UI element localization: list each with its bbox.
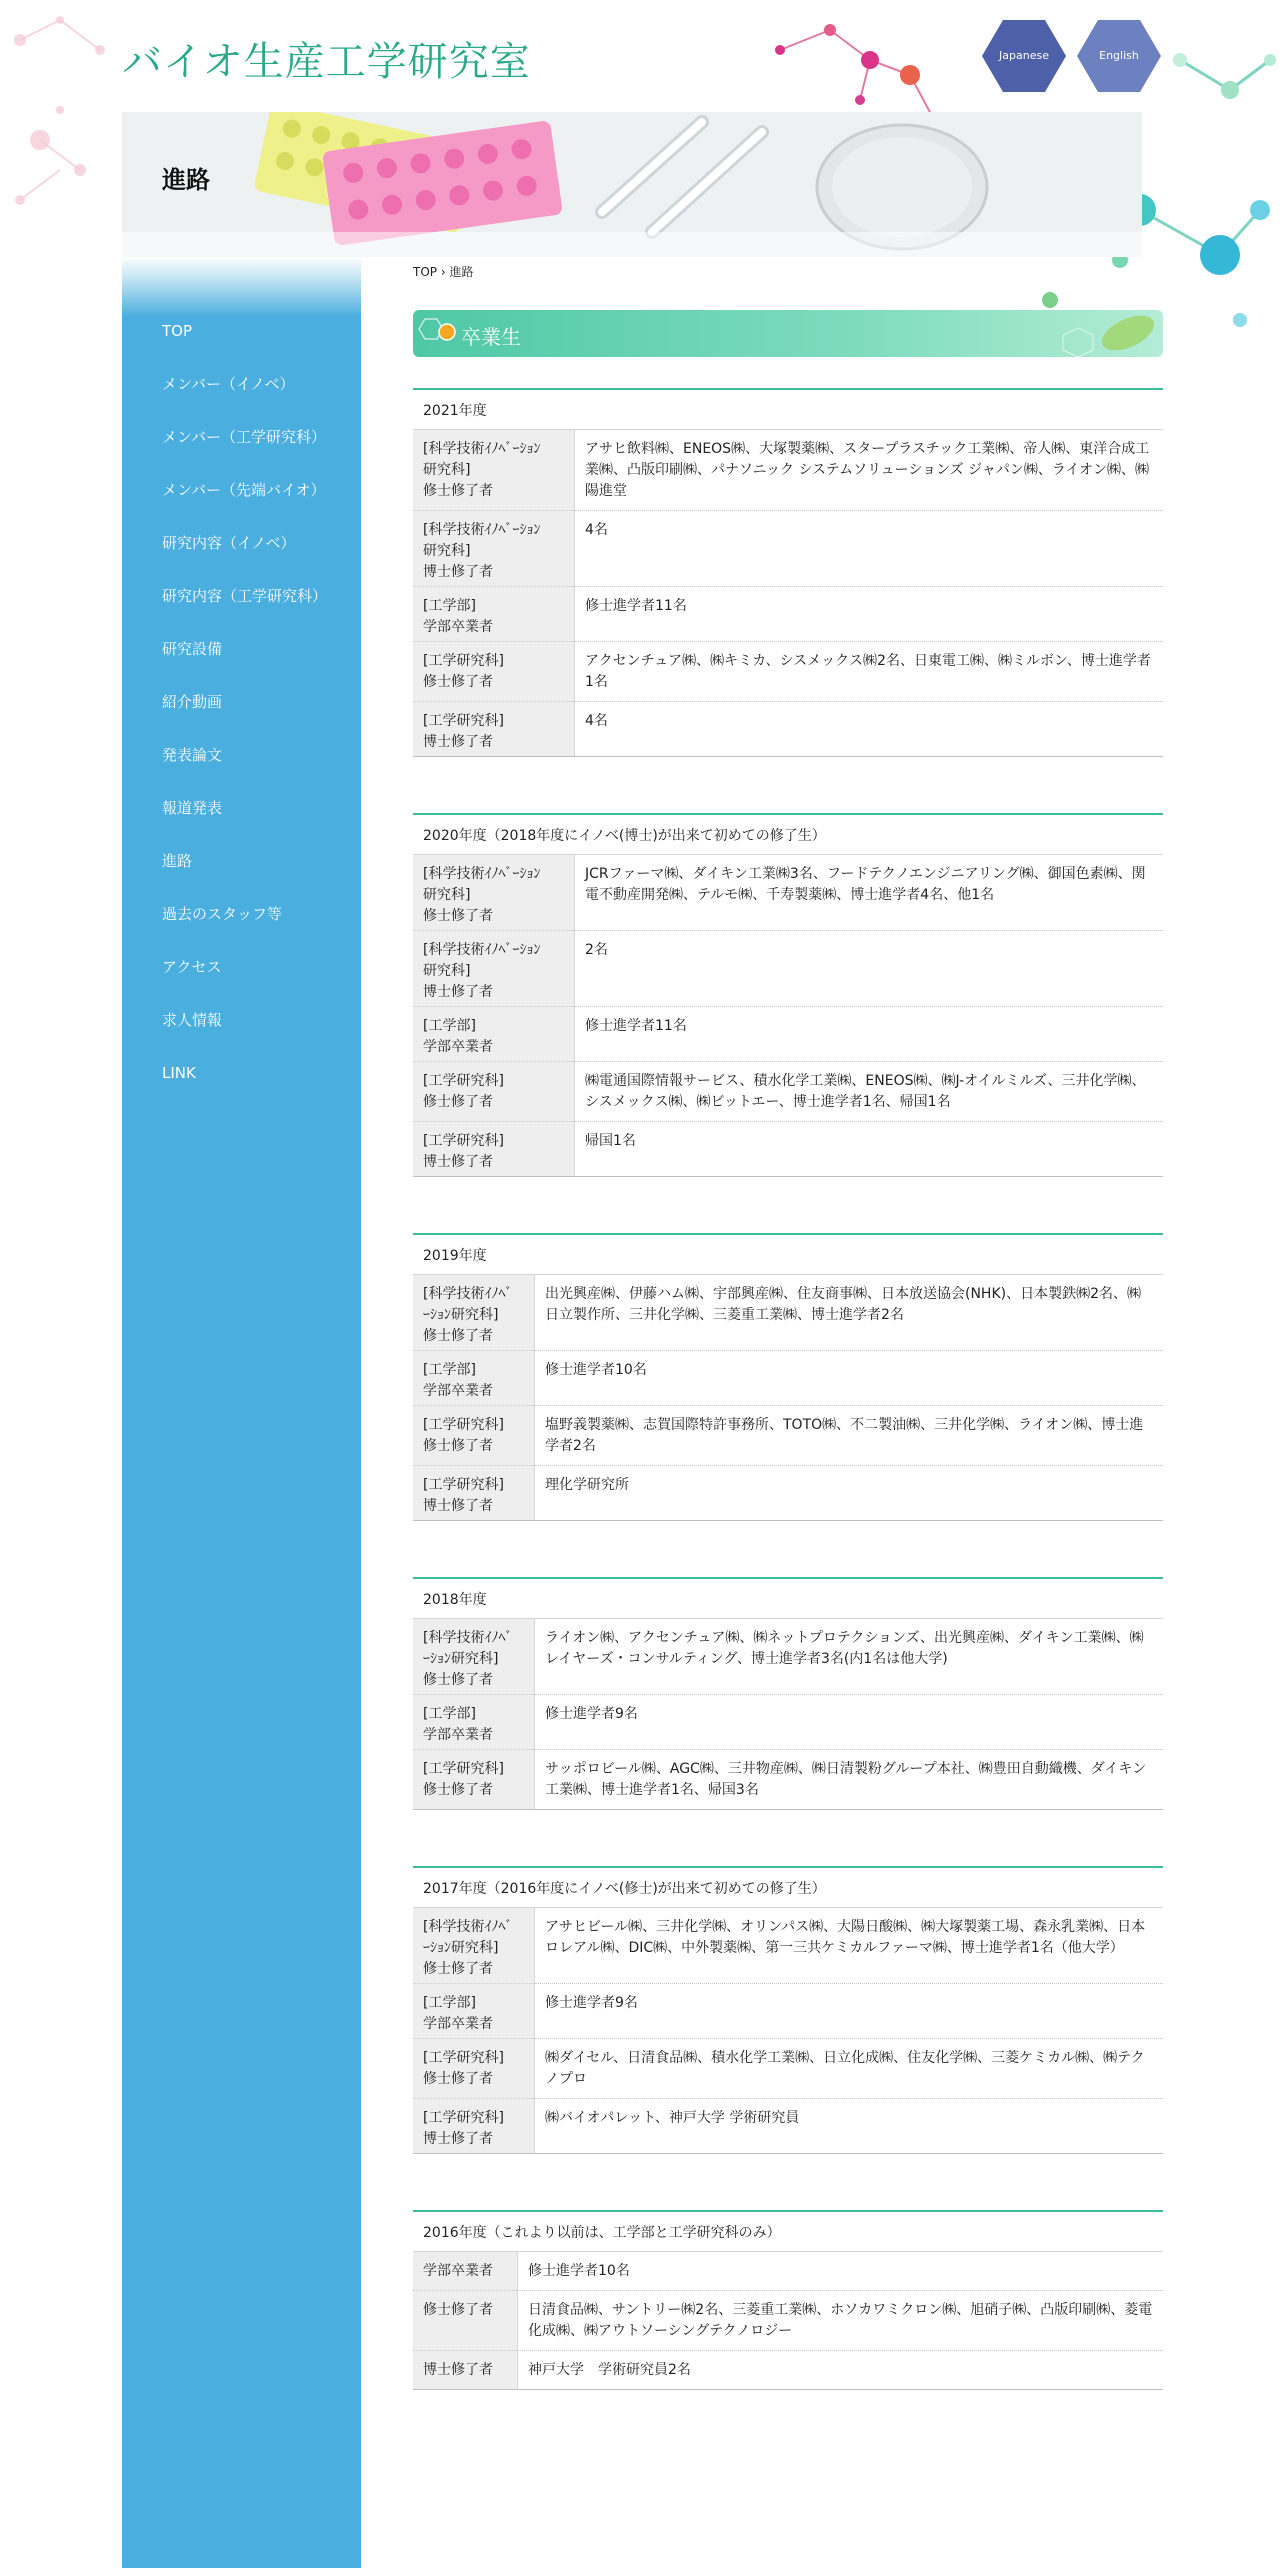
sidebar-item-link[interactable]: LINK <box>162 1064 196 1082</box>
english-language-button[interactable] <box>1076 18 1162 94</box>
row-label <box>413 1007 575 1062</box>
page-banner <box>122 112 1142 257</box>
table-row <box>413 1351 1163 1406</box>
row-label-line: 学部卒業者 <box>423 1039 493 1055</box>
row-label <box>413 931 575 1007</box>
sidebar-item-video[interactable]: 紹介動画 <box>162 693 223 711</box>
row-label-line: 学部卒業者 <box>423 2016 493 2032</box>
row-label-line: [工学研究科] <box>423 2110 504 2126</box>
row-label-line: 博士修了者 <box>423 1498 493 1514</box>
row-label-line: 修士修了者 <box>423 1438 493 1454</box>
year-block <box>413 813 1163 1177</box>
sidebar-item-research-innov[interactable]: 研究内容（イノベ） <box>162 534 296 552</box>
row-value: 帰国1名 <box>575 1122 1164 1177</box>
row-value: アクセンチュア㈱、㈱キミカ、シスメックス㈱2名、日東電工㈱、㈱ミルボン、博士進学者1名 <box>575 642 1164 702</box>
row-value: 神戸大学 学術研究員2名 <box>518 2351 1164 2390</box>
row-label <box>413 1406 535 1466</box>
row-label <box>413 430 575 511</box>
sidebar-item-members-advanced-bio[interactable]: メンバー（先端バイオ） <box>162 481 326 499</box>
row-value: ライオン㈱、アクセンチュア㈱、㈱ネットプロテクションズ、出光興産㈱、ダイキン工業㈱、㈱レイヤーズ・コンサルティング、博士進学者3名(内1名は他大学) <box>535 1619 1164 1695</box>
row-label-line: 研究科] <box>423 963 471 979</box>
sidebar-item-members-eng[interactable]: メンバー（工学研究科） <box>162 428 326 446</box>
row-label-line: [科学技術ｲﾉﾍﾞ <box>423 1919 513 1935</box>
row-label <box>413 855 575 931</box>
page-title: 進路 <box>162 166 210 194</box>
table-row <box>413 1122 1163 1177</box>
row-label-line: 修士修了者 <box>423 1782 493 1798</box>
lab-equipment-image <box>122 112 1142 257</box>
graduates-table <box>413 1908 1163 2154</box>
year-title: 2020年度（2018年度にイノベ(博士)が出来て初めての修了生） <box>413 813 1163 855</box>
year-title: 2016年度（これより以前は、工学部と工学研究科のみ） <box>413 2210 1163 2252</box>
row-label-line: 博士修了者 <box>423 1154 493 1170</box>
row-label-line: [工学研究科] <box>423 1073 504 1089</box>
breadcrumb[interactable]: TOP › 進路 <box>413 265 474 279</box>
year-title: 2017年度（2016年度にイノベ(修士)が出来て初めての修了生） <box>413 1866 1163 1908</box>
row-label <box>413 511 575 587</box>
table-row <box>413 2039 1163 2099</box>
table-row <box>413 1466 1163 1521</box>
row-label-line: 修士修了者 <box>423 908 493 924</box>
table-row <box>413 511 1163 587</box>
table-row <box>413 1406 1163 1466</box>
row-label-line: [工学部] <box>423 598 476 614</box>
row-label-line: [工学研究科] <box>423 1477 504 1493</box>
row-value: 修士進学者11名 <box>575 1007 1164 1062</box>
row-label-line: [工学部] <box>423 1362 476 1378</box>
row-label <box>413 2099 535 2154</box>
graduates-table <box>413 430 1163 757</box>
row-label-line: [工学研究科] <box>423 713 504 729</box>
row-label-line: 博士修了者 <box>423 564 493 580</box>
row-value: アサヒ飲料㈱、ENEOS㈱、大塚製薬㈱、スタープラスチック工業㈱、帝人㈱、東洋合成工業㈱、凸版印刷㈱、パナソニック システムソリューションズ ジャパン㈱、ライオン㈱、㈱陽進堂 <box>575 430 1164 511</box>
table-row <box>413 1750 1163 1810</box>
row-label <box>413 1695 535 1750</box>
table-row <box>413 430 1163 511</box>
row-label <box>413 2252 518 2291</box>
year-block <box>413 1577 1163 1810</box>
sidebar-item-equipment[interactable]: 研究設備 <box>162 640 223 658</box>
row-value: 修士進学者9名 <box>535 1984 1164 2039</box>
row-value: 日清食品㈱、サントリー㈱2名、三菱重工業㈱、ホソカワミクロン㈱、旭硝子㈱、凸版印刷㈱、菱電化成㈱、㈱アウトソーシングテクノロジー <box>518 2291 1164 2351</box>
table-row <box>413 587 1163 642</box>
section-heading <box>413 310 1163 357</box>
row-label <box>413 1122 575 1177</box>
graduates-table <box>413 1619 1163 1810</box>
sidebar-item-publications[interactable]: 発表論文 <box>162 746 223 764</box>
row-value: 4名 <box>575 702 1164 757</box>
sidebar-item-past-staff[interactable]: 過去のスタッフ等 <box>162 905 283 923</box>
molecule-heading-icon <box>413 310 1163 357</box>
english-label: English <box>1099 49 1139 62</box>
row-label-line: 学部卒業者 <box>423 1383 493 1399</box>
year-block <box>413 388 1163 757</box>
row-value: サッポロビール㈱、AGC㈱、三井物産㈱、㈱日清製粉グループ本社、㈱豊田自動織機、ダイキン工業㈱、博士進学者1名、帰国3名 <box>535 1750 1164 1810</box>
row-label <box>413 1275 535 1351</box>
year-block <box>413 1233 1163 1521</box>
row-value: ㈱ダイセル、日清食品㈱、積水化学工業㈱、日立化成㈱、住友化学㈱、三菱ケミカル㈱、㈱テクノプロ <box>535 2039 1164 2099</box>
row-label-line: [科学技術ｲﾉﾍﾞｰｼｮﾝ <box>423 866 541 882</box>
row-label <box>413 1750 535 1810</box>
table-row <box>413 1062 1163 1122</box>
graduates-table <box>413 2252 1163 2390</box>
row-value: JCRファーマ㈱、ダイキン工業㈱3名、フードテクノエンジニアリング㈱、御国色素㈱、関電不動産開発㈱、テルモ㈱、千寿製薬㈱、博士進学者4名、他1名 <box>575 855 1164 931</box>
row-value: 出光興産㈱、伊藤ハム㈱、宇部興産㈱、住友商事㈱、日本放送協会(NHK)、日本製鉄㈱2名、㈱日立製作所、三井化学㈱、三菱重工業㈱、博士進学者2名 <box>535 1275 1164 1351</box>
row-label-line: 学部卒業者 <box>423 1727 493 1743</box>
row-label-line: [工学研究科] <box>423 1761 504 1777</box>
graduates-table <box>413 1275 1163 1521</box>
table-row <box>413 1275 1163 1351</box>
row-label-line: [工学部] <box>423 1706 476 1722</box>
row-label <box>413 2351 518 2390</box>
row-label <box>413 642 575 702</box>
row-label <box>413 1984 535 2039</box>
row-label-line: 博士修了者 <box>423 2131 493 2147</box>
table-row <box>413 1695 1163 1750</box>
table-row <box>413 702 1163 757</box>
row-label-line: 研究科] <box>423 887 471 903</box>
row-label-line: [工学研究科] <box>423 2050 504 2066</box>
row-label-line: ｰｼｮﾝ研究科] <box>423 1940 499 1956</box>
row-label <box>413 1062 575 1122</box>
sidebar-item-press[interactable]: 報道発表 <box>162 799 223 817</box>
year-title: 2021年度 <box>413 388 1163 430</box>
row-label-line: [工学研究科] <box>423 653 504 669</box>
site-title[interactable]: バイオ生産工学研究室 <box>122 39 531 85</box>
row-value: 2名 <box>575 931 1164 1007</box>
row-label-line: ｰｼｮﾝ研究科] <box>423 1307 499 1323</box>
row-label-line: 修士修了者 <box>423 1328 493 1344</box>
table-row <box>413 855 1163 931</box>
sidebar-item-jobs[interactable]: 求人情報 <box>162 1011 223 1029</box>
row-label-line: [工学部] <box>423 1018 476 1034</box>
row-value: アサヒビール㈱、三井化学㈱、オリンパス㈱、大陽日酸㈱、㈱大塚製薬工場、森永乳業㈱、日本ロレアル㈱、DIC㈱、中外製薬㈱、第一三共ケミカルファーマ㈱、博士進学者1名（他大学） <box>535 1908 1164 1984</box>
table-row <box>413 1619 1163 1695</box>
row-value: ㈱電通国際情報サービス、積水化学工業㈱、ENEOS㈱、㈱J-オイルミルズ、三井化学㈱、シスメックス㈱、㈱ビットエー、博士進学者1名、帰国1名 <box>575 1062 1164 1122</box>
row-label-line: 修士修了者 <box>423 483 493 499</box>
table-row <box>413 2099 1163 2154</box>
table-row <box>413 1007 1163 1062</box>
row-label-line: 修士修了者 <box>423 674 493 690</box>
row-value: 修士進学者9名 <box>535 1695 1164 1750</box>
row-label-line: 博士修了者 <box>423 2362 493 2378</box>
row-label-line: [科学技術ｲﾉﾍﾞ <box>423 1286 513 1302</box>
table-row <box>413 2252 1163 2291</box>
row-value: 塩野義製薬㈱、志賀国際特許事務所、TOTO㈱、不二製油㈱、三井化学㈱、ライオン㈱、博士進学者2名 <box>535 1406 1164 1466</box>
row-label-line: [科学技術ｲﾉﾍﾞｰｼｮﾝ <box>423 942 541 958</box>
row-label-line: 修士修了者 <box>423 1672 493 1688</box>
row-label-line: 学部卒業者 <box>423 2263 493 2279</box>
row-label <box>413 1908 535 1984</box>
row-label-line: [工学部] <box>423 1995 476 2011</box>
sidebar-item-top[interactable]: TOP <box>162 322 193 340</box>
graduates-table <box>413 855 1163 1177</box>
row-value: 理化学研究所 <box>535 1466 1164 1521</box>
year-title: 2018年度 <box>413 1577 1163 1619</box>
japanese-language-button[interactable] <box>981 18 1067 94</box>
row-label <box>413 702 575 757</box>
row-label-line: [科学技術ｲﾉﾍﾞ <box>423 1630 513 1646</box>
row-label <box>413 587 575 642</box>
row-label <box>413 1619 535 1695</box>
row-label-line: 修士修了者 <box>423 2071 493 2087</box>
sidebar-item-access[interactable]: アクセス <box>162 958 222 976</box>
row-label-line: [工学研究科] <box>423 1417 504 1433</box>
table-row <box>413 1984 1163 2039</box>
sidebar-item-research-eng[interactable]: 研究内容（工学研究科） <box>162 587 328 605</box>
row-label-line: [科学技術ｲﾉﾍﾞｰｼｮﾝ <box>423 522 541 538</box>
table-row <box>413 2291 1163 2351</box>
row-label <box>413 2039 535 2099</box>
row-label-line: 修士修了者 <box>423 1961 493 1977</box>
row-label-line: ｰｼｮﾝ研究科] <box>423 1651 499 1667</box>
row-label-line: 研究科] <box>423 462 471 478</box>
sidebar-nav <box>122 320 361 1115</box>
graduates-content <box>413 388 1163 2446</box>
row-label-line: 研究科] <box>423 543 471 559</box>
year-title: 2019年度 <box>413 1233 1163 1275</box>
sidebar-item-members-innov[interactable]: メンバー（イノベ） <box>162 375 295 393</box>
row-value: 修士進学者10名 <box>535 1351 1164 1406</box>
year-block <box>413 1866 1163 2154</box>
row-value: 修士進学者11名 <box>575 587 1164 642</box>
table-row <box>413 1908 1163 1984</box>
row-label <box>413 1466 535 1521</box>
sidebar-item-career[interactable]: 進路 <box>162 852 193 870</box>
row-label-line: 修士修了者 <box>423 2302 493 2318</box>
row-value: ㈱バイオパレット、神戸大学 学術研究員 <box>535 2099 1164 2154</box>
row-label-line: 修士修了者 <box>423 1094 493 1110</box>
section-title: 卒業生 <box>461 325 521 349</box>
japanese-label: Japanese <box>999 49 1049 62</box>
row-value: 4名 <box>575 511 1164 587</box>
row-label <box>413 1351 535 1406</box>
row-label-line: [科学技術ｲﾉﾍﾞｰｼｮﾝ <box>423 441 541 457</box>
year-block <box>413 2210 1163 2390</box>
row-label-line: 博士修了者 <box>423 734 493 750</box>
row-value: 修士進学者10名 <box>518 2252 1164 2291</box>
row-label-line: 博士修了者 <box>423 984 493 1000</box>
row-label-line: 学部卒業者 <box>423 619 493 635</box>
row-label <box>413 2291 518 2351</box>
table-row <box>413 642 1163 702</box>
table-row <box>413 2351 1163 2390</box>
sidebar <box>122 257 361 2568</box>
row-label-line: [工学研究科] <box>423 1133 504 1149</box>
table-row <box>413 931 1163 1007</box>
